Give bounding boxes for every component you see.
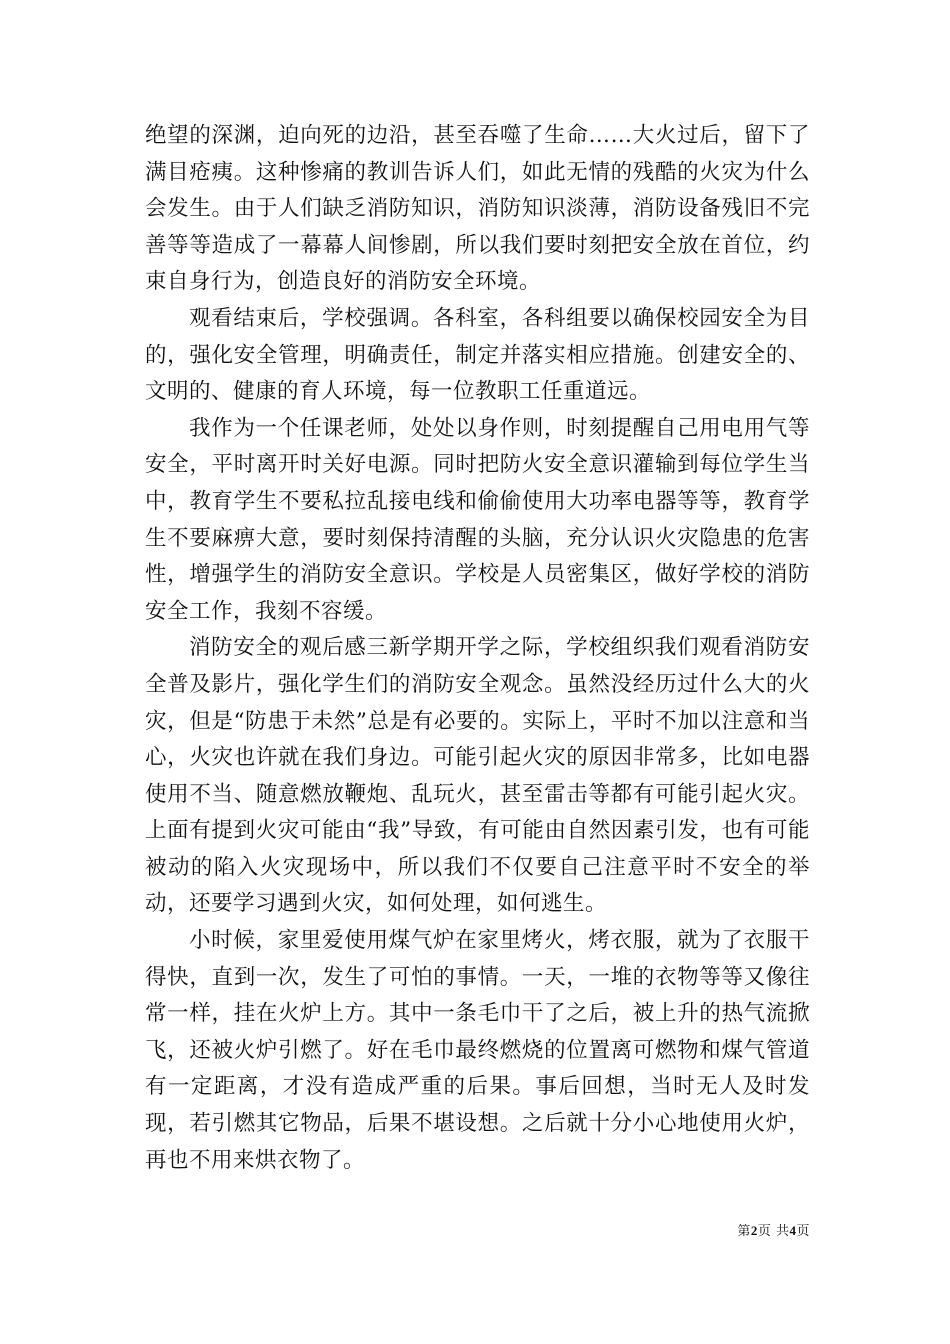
- total-pages-number: 4: [789, 1223, 797, 1238]
- paragraph-2: 观看结束后，学校强调。各科室，各科组要以确保校园安全为目的，强化安全管理，明确责任，制定并落实相应措施。创建安全的、文明的、健康的育人环境，每一位教职工任重道远。: [145, 305, 810, 405]
- current-page-number: 2: [750, 1223, 758, 1238]
- paragraph-5: 小时候，家里爱使用煤气炉在家里烤火，烤衣服，就为了衣服干得快，直到一次，发生了可怕的事情。一天，一堆的衣物等等又像往常一样，挂在火炉上方。其中一条毛巾干了之后，被上升的热气流掀飞，还被火炉引燃了。好在毛巾最终燃烧的位置离可燃物和煤气管道有一定距离，才没有造成严重的后果。事后回想，当时无人及时发现，若引燃其它物品，后果不堪设想。之后就十分小心地使用火炉，再也不用来烘衣物了。: [145, 928, 810, 1173]
- footer-suffix: 页: [796, 1224, 810, 1239]
- footer-middle: 页 共: [757, 1224, 790, 1239]
- page-footer: [700, 1220, 810, 1239]
- body-text: [145, 118, 810, 1179]
- paragraph-3: 我作为一个任课老师，处处以身作则，时刻提醒自己用电用气等安全，平时离开时关好电源。同时把防火安全意识灌输到每位学生当中，教育学生不要私拉乱接电线和偷偷使用大功率电器等等，教育学生不要麻痹大意，要时刻保持清醒的头脑，充分认识火灾隐患的危害性，增强学生的消防安全意识。学校是人员密集区，做好学校的消防安全工作，我刻不容缓。: [145, 415, 810, 624]
- paragraph-1: 绝望的深渊，迫向死的边沿，甚至吞噬了生命……大火过后，留下了满目疮痍。这种惨痛的教训告诉人们，如此无情的残酷的火灾为什么会发生。由于人们缺乏消防知识，消防知识淡薄，消防设备残旧不完善等等造成了一幕幕人间惨剧，所以我们要时刻把安全放在首位，约束自身行为，创造良好的消防安全环境。: [145, 123, 810, 295]
- footer-prefix: 第: [737, 1224, 751, 1239]
- paragraph-4: 消防安全的观后感三新学期开学之际，学校组织我们观看消防安全普及影片，强化学生们的消防安全观念。虽然没经历过什么大的火灾，但是“防患于未然”总是有必要的。实际上，平时不加以注意和当心，火灾也许就在我们身边。可能引起火灾的原因非常多，比如电器使用不当、随意燃放鞭炮、乱玩火，甚至雷击等都有可能引起火灾。上面有提到火灾可能由“我”导致，有可能由自然因素引发，也有可能被动的陷入火灾现场中，所以我们不仅要自己注意平时不安全的举动，还要学习遇到火灾，如何处理，如何逃生。: [145, 635, 810, 917]
